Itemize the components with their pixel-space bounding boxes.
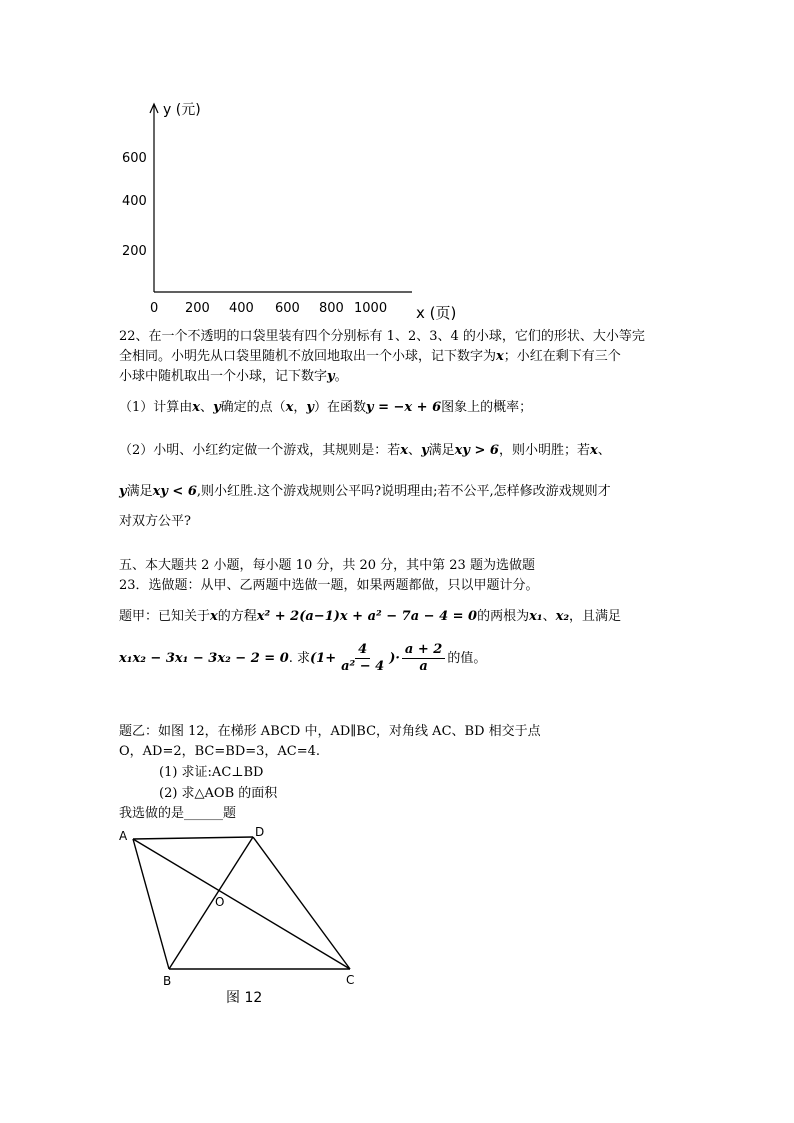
edge-AB — [133, 839, 169, 969]
x-tick-800: 800 — [319, 301, 344, 316]
figure-caption: 图 12 — [226, 990, 263, 1006]
q23-yi-line1: 题乙：如图 12，在梯形 ABCD 中，AD∥BC，对角线 AC、BD 相交于点 — [119, 724, 541, 739]
q23-yi-line2: O，AD=2，BC=BD=3，AC=4. — [119, 744, 321, 759]
x-tick-200: 200 — [185, 301, 210, 316]
q23-jia-line1: 题甲：已知关于x的方程x² + 2(a−1)x + a² − 7a − 4 = 0的两根为x₁、x₂，且满足 — [119, 609, 622, 624]
q22-line3: 小球中随机取出一个小球，记下数字y。 — [119, 369, 348, 384]
y-tick-600: 600 — [122, 151, 147, 166]
diagonal-AC — [133, 839, 350, 969]
figure-trapezoid — [110, 822, 370, 1012]
choice-line: 我选做的是______题 — [119, 806, 237, 821]
q23-jia-line2: x₁x₂ − 3x₁ − 3x₂ − 2 = 0. 求(1+ $\frac{4}{\text{a² − 4}}$ )· $\frac{a + 2}{a}$ 的值。 — [119, 642, 487, 674]
vertex-label-B: B — [163, 974, 172, 988]
x-tick-600: 600 — [275, 301, 300, 316]
y-axis-label: y (元) — [163, 102, 201, 118]
q22-part2-end: 对双方公平? — [119, 514, 191, 529]
point-label-O: O — [215, 895, 225, 909]
fraction-4-over-a2-4: $\frac{4}{\text{a² − 4}}$ — [341, 642, 385, 674]
q22-part2-cont: y满足xy < 6,则小红胜.这个游戏规则公平吗?说明理由;若不公平,怎样修改游戏规则才 — [119, 484, 611, 499]
q22-part1: （1）计算由x、y确定的点（x，y）在函数y = −x + 6图象上的概率； — [119, 400, 533, 415]
x-axis-label: x (页) — [416, 304, 457, 322]
q23-intro: 23．选做题：从甲、乙两题中选做一题，如果两题都做，只以甲题计分。 — [119, 578, 539, 593]
origin-label: 0 — [150, 301, 159, 316]
vertex-label-C: C — [346, 973, 355, 987]
q22-part2: （2）小明、小红约定做一个游戏，其规则是：若x、y满足xy > 6，则小明胜；若x、 — [119, 443, 611, 458]
q22-line2: 全相同。小明先从口袋里随机不放回地取出一个小球，记下数字为x；小红在剩下有三个 — [119, 349, 621, 364]
edge-AD — [133, 837, 253, 839]
fraction-a2-over-a: $\frac{a + 2}{a}$ — [402, 642, 445, 675]
q23-yi-sub1: (1) 求证:AC⊥BD — [159, 765, 264, 780]
vertex-label-D: D — [255, 825, 265, 839]
vertex-label-A: A — [119, 829, 128, 843]
x-tick-1000: 1000 — [354, 301, 388, 316]
y-tick-200: 200 — [122, 244, 147, 259]
coordinate-graph — [110, 95, 470, 330]
section5-heading: 五、本大题共 2 小题，每小题 10 分，共 20 分，其中第 23 题为选做题 — [119, 558, 535, 573]
choice-blank[interactable]: ______ — [184, 806, 224, 821]
q23-yi-sub2: (2) 求△AOB 的面积 — [159, 786, 278, 801]
q22-line1: 22、在一个不透明的口袋里装有四个分别标有 1、2、3、4 的小球，它们的形状、大小等完 — [119, 329, 645, 344]
edge-DC — [253, 837, 350, 969]
y-tick-400: 400 — [122, 194, 147, 209]
x-tick-400: 400 — [229, 301, 254, 316]
